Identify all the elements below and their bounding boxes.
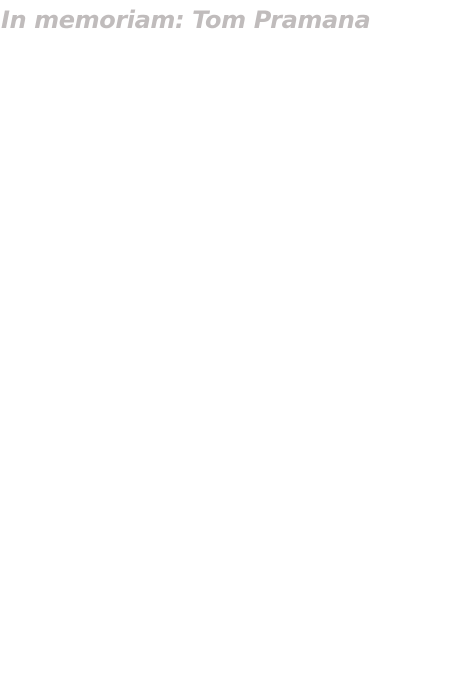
page-title: In memoriam: Tom Pramana — [1, 6, 371, 34]
